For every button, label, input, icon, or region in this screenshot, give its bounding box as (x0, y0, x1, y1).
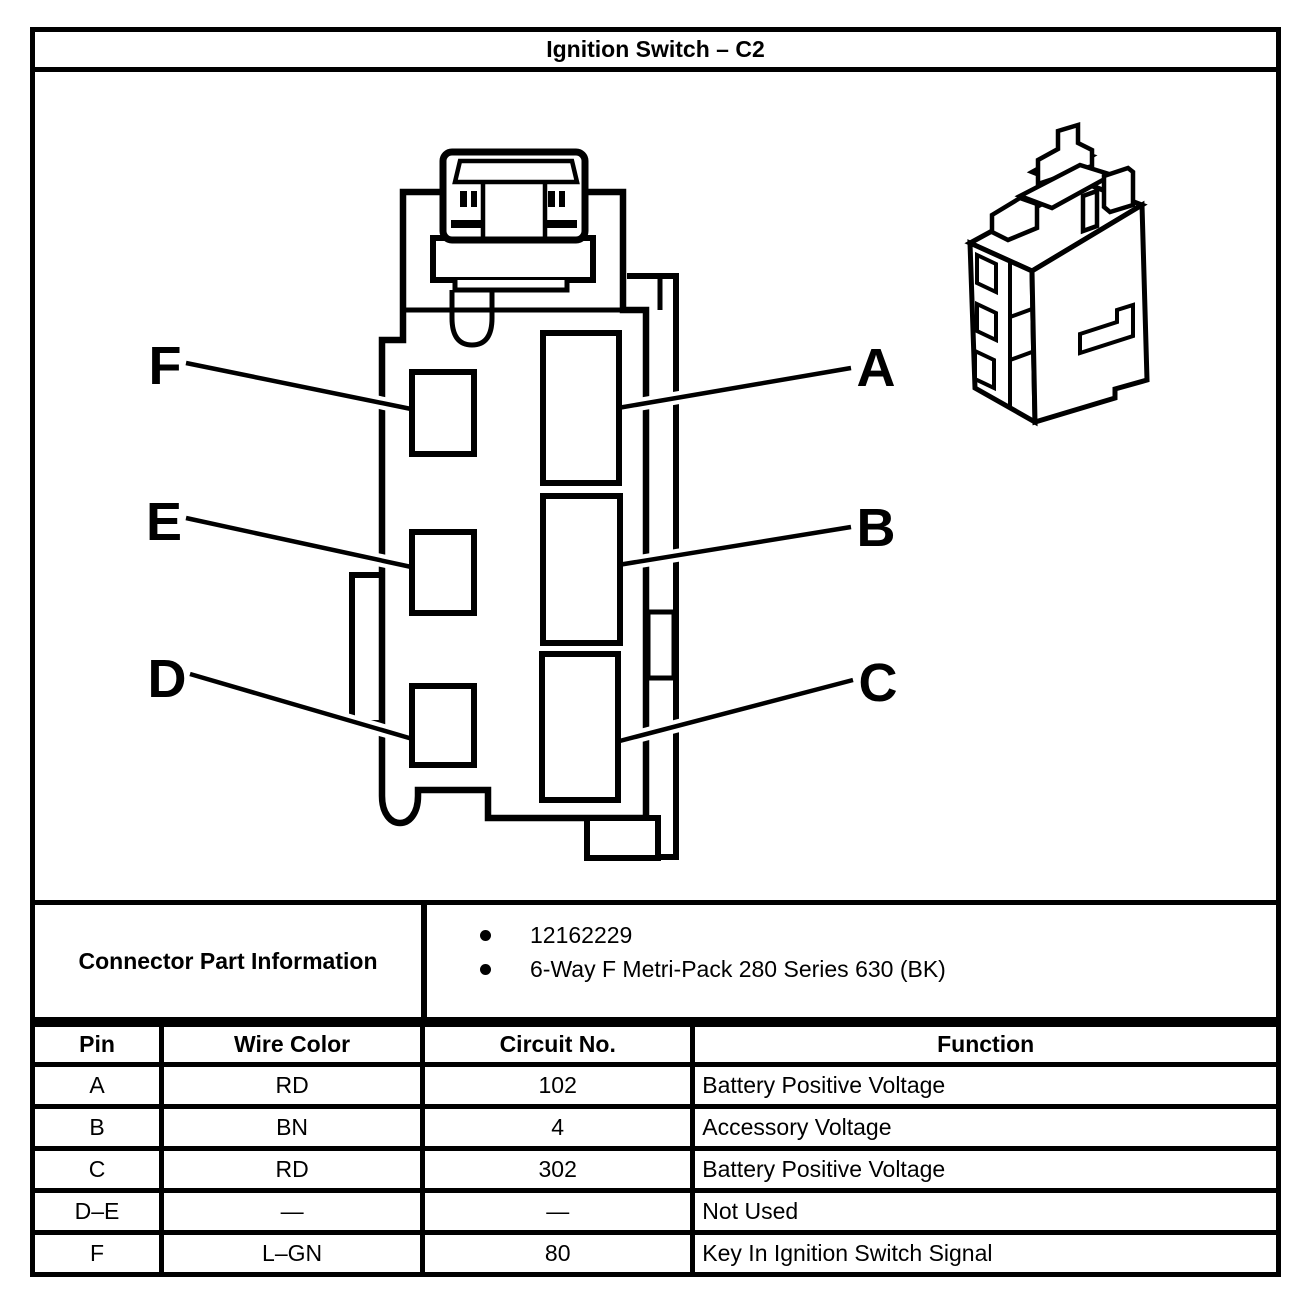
cell-circuit-no: 102 (423, 1065, 693, 1107)
iso-terminal-holes (975, 255, 996, 388)
table-row (33, 1065, 1279, 1107)
pin-label-b: B (856, 498, 896, 558)
connector-part-info-label: Connector Part Information (35, 905, 427, 1017)
list-item (427, 918, 1276, 952)
cell-wire-color: BN (162, 1107, 423, 1149)
connector-part-info-section (30, 905, 1281, 1022)
table-row (33, 1107, 1279, 1149)
cell-circuit-no: 302 (423, 1149, 693, 1191)
cell-function: Key In Ignition Switch Signal (693, 1233, 1279, 1275)
latch-window (455, 161, 577, 182)
connector-diagram (30, 72, 1281, 905)
pin-label-f: F (148, 336, 182, 396)
cell-circuit-no: — (423, 1191, 693, 1233)
cell-function: Accessory Voltage (693, 1107, 1279, 1149)
page-title (30, 27, 1281, 72)
connector-diagram-svg (35, 72, 1276, 900)
keyway-slot (648, 612, 674, 678)
table-row (33, 1191, 1279, 1233)
list-item (427, 952, 1276, 986)
column-header-circuit-no: Circuit No. (423, 1025, 693, 1065)
body-bottom-foot (587, 818, 658, 858)
connector-front-view (146, 152, 898, 858)
pin-label-a: A (856, 338, 896, 398)
cell-wire-color: RD (162, 1149, 423, 1191)
pin-cavity-f (412, 372, 474, 454)
page-title-text: Ignition Switch – C2 (546, 36, 765, 62)
cell-pin: D–E (33, 1191, 162, 1233)
pin-label-e: E (145, 492, 183, 552)
cell-wire-color: — (162, 1191, 423, 1233)
cell-function: Battery Positive Voltage (693, 1149, 1279, 1191)
column-header-function: Function (693, 1025, 1279, 1065)
cell-wire-color: L–GN (162, 1233, 423, 1275)
table-row (33, 1149, 1279, 1191)
pin-cavity-a (543, 333, 619, 483)
cell-circuit-no: 80 (423, 1233, 693, 1275)
bullet-icon (480, 930, 491, 941)
cell-pin: F (33, 1233, 162, 1275)
pin-label-d: D (147, 649, 187, 709)
collar-tab (455, 280, 567, 290)
part-description: 6-Way F Metri-Pack 280 Series 630 (BK) (530, 955, 946, 982)
cell-wire-color: RD (162, 1065, 423, 1107)
pin-table (30, 1022, 1281, 1277)
cell-pin: A (33, 1065, 162, 1107)
part-number: 12162229 (530, 921, 633, 948)
table-header-row (33, 1025, 1279, 1065)
column-header-pin: Pin (33, 1025, 162, 1065)
pin-cavity-e (412, 532, 474, 613)
cell-circuit-no: 4 (423, 1107, 693, 1149)
connector-isometric-view (970, 125, 1147, 422)
table-row (33, 1233, 1279, 1275)
bullet-icon (480, 964, 491, 975)
connector-sheet (30, 27, 1281, 1277)
cell-pin: C (33, 1149, 162, 1191)
connector-part-list (427, 905, 1276, 1017)
cell-pin: B (33, 1107, 162, 1149)
pin-cavity-c (542, 654, 618, 800)
cell-function: Not Used (693, 1191, 1279, 1233)
pin-cavity-d (412, 686, 474, 765)
latch-collar (433, 238, 593, 280)
pin-label-c: C (858, 653, 898, 713)
cell-function: Battery Positive Voltage (693, 1065, 1279, 1107)
pin-cavity-b (543, 496, 620, 643)
column-header-wire-color: Wire Color (162, 1025, 423, 1065)
